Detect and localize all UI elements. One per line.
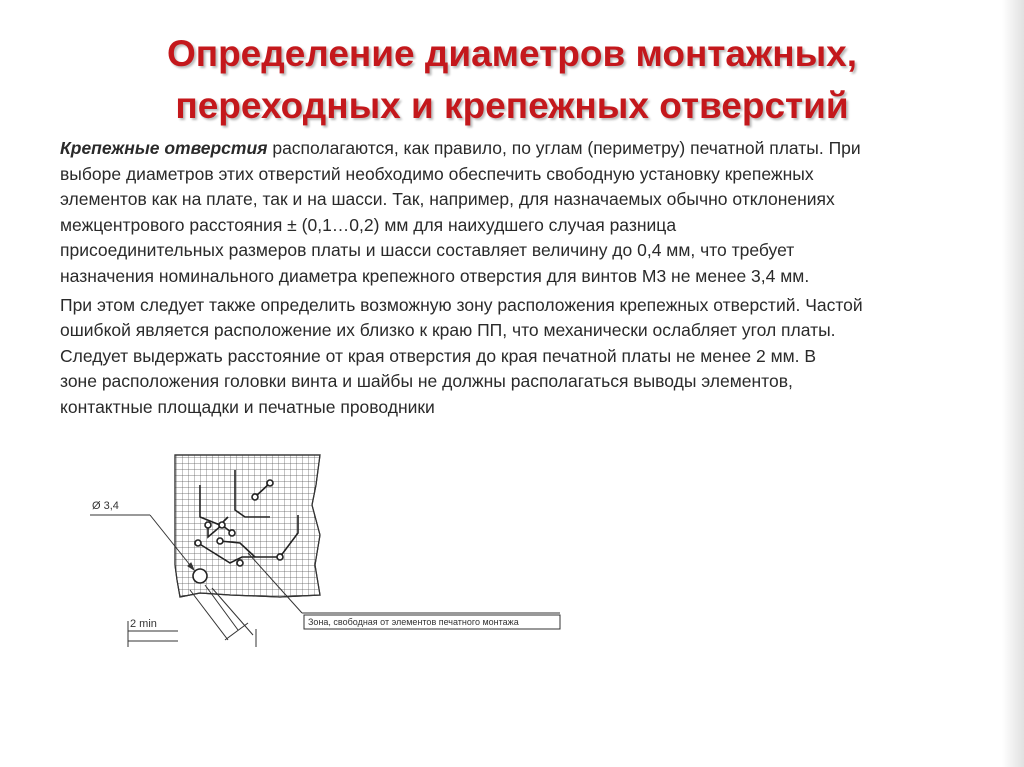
paragraph-line: элементов как на плате, так и на шасси. Так, например, для назначаемых обычно отклонениях — [60, 189, 835, 210]
paragraph-line: При этом следует также определить возможную зону расположения крепежных отверстий. Частой — [60, 294, 863, 315]
lead-term: Крепежные отверстия — [60, 138, 268, 158]
zone-label: Зона, свободная от элементов печатного монтажа — [308, 617, 519, 627]
slide-title — [0, 28, 1024, 132]
title-line-1: Определение диаметров монтажных, — [166, 33, 858, 74]
paragraph-line: зоне расположения головки винта и шайбы не должны располагаться выводы элементов, — [60, 371, 793, 392]
mounting-hole — [193, 569, 207, 583]
paragraph-line: межцентрового расстояния ± (0,1…0,2) мм для наихудшего случая разница — [60, 214, 677, 235]
paragraph-line: выборе диаметров этих отверстий необходимо обеспечить свободную установку крепежных — [60, 163, 814, 184]
paragraph-line: Следует выдержать расстояние от края отверстия до края печатной платы не менее 2 мм. В — [60, 345, 817, 366]
paragraph-line: ошибкой является расположение их близко к краю ПП, что механически ослабляет угол платы. — [60, 320, 836, 341]
paragraph-hole-zone — [60, 293, 980, 421]
pcb-corner-drawing — [80, 445, 580, 660]
paragraph-line: назначения номинального диаметра крепежного отверстия для винтов М3 не менее 3,4 мм. — [60, 265, 810, 286]
pcb-corner-figure — [80, 445, 580, 660]
title-line-2: переходных и крепежных отверстий — [175, 85, 849, 126]
diameter-label: Ø 3,4 — [92, 500, 119, 512]
pcb-board — [170, 450, 330, 605]
min-distance-label: 2 min — [130, 618, 157, 630]
paragraph-line: контактные площадки и печатные проводники — [60, 396, 435, 417]
slide-body — [60, 136, 980, 424]
paragraph-fastening-holes — [60, 136, 980, 290]
paragraph-line: присоединительных размеров платы и шасси составляет величину до 0,4 мм, что требует — [60, 240, 795, 261]
paragraph-line: Крепежные отверстия располагаются, как правило, по углам (периметру) печатной платы. При — [60, 138, 861, 158]
